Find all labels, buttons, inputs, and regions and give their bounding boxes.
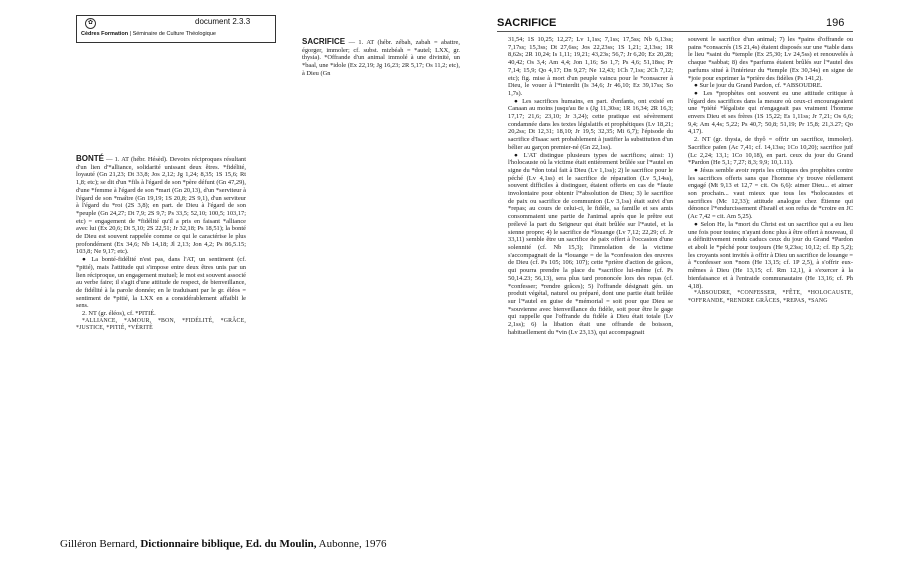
bonte-paragraph-3: 2. NT (gr. éléos), cf. *PITIÉ. [82, 310, 156, 318]
document-reference: document 2.3.3 [195, 17, 251, 26]
col-a-paragraph-3: ● L'AT distingue plusieurs types de sacrifices; ainsi: 1) l'holocauste où la victime était entièrement brûlée sur l'*autel en signe du *don total fait à Dieu (Lv 1,1ss); 2) le sacrifice pour le péché (Lv 4,1ss) et le sacrifice de réparation (Lv 5,14ss), souvent difficiles à distinguer, étaient offerts en cas de *faute involontaire pour obtenir l'*absolution de Dieu; 3) le sacrifice de paix ou sacrifice de communion (Lv 3,1ss) était suivi d'un *repas; au cours de celui-ci, le fidèle, sa famille et ses amis consommaient une partie de l'animal après que le prêtre eut prélevé la part du Seigneur qui était brûlée sur l'*autel, et la sienne propre; 4) le sacrifice de *louange (Lv 7,12; 22,29; cf. Jr 33,11) semble être un sacrifice de paix offert à l'occasion d'une solennité (cf. Nb 15,3); l'immolation de la victime s'accompagnait de la *louange = de la *confession des œuvres de Dieu (cf. Ps 105; 106; 107); cette *prière d'action de grâces, qui pourra prendre la place du *sacrifice lui-même (cf. Ps 50,14.23; 56,13), sera plus tard prononcée lors des repas (cf. *confesser; *rendre grâces); 5) l'offrande désignait gén. un produit végétal, naturel ou préparé, dont une partie était brûlée sur l'*autel en guise de *mémorial = soit pour que Dieu se *souvienne avec bienveillance du fidèle, soit pour être le gage qui rappelle que l'offrande du fidèle à Dieu était totale (Lv 2,1ss); 6) la libation était une offrande de boisson, habituellement du *vin (Lv 23,13), qui accompagnait [508, 151, 673, 336]
col-b-paragraph-1: souvent le sacrifice d'un animal; 7) les *pains d'offrande ou pains *consacrés (1S 21,4s) étaient disposés sur une *table dans le lieu *saint du *temple (Ex 25,30; Lv 24,5ss) et renouvelés à chaque *sabbat; 8) des *parfums étaient brûlés sur l'*autel des parfums situé à l'intérieur du *temple (Ex 30,34s) en signe de *joie pour exprimer la *prière des fidèles (Ps 141,2). [688, 36, 853, 82]
col-b-paragraph-6: ● Selon He, la *mort du Christ est un sacrifice qui a eu lieu une fois pour toutes; n'ayant donc plus à être offert à nouveau, il a définitivement rendu caducs ceux du jour du Grand *Pardon et aboli le *péché pour toujours (He 9,23ss; 10,12; cf. Ep 5,2); les croyants sont invités à offrir à Dieu un sacrifice de louange = à *confesser son *nom (He 13,15; cf. 1P 2,5), à s'offrir eux-mêmes à Dieu (He 13,15; cf. Rm 12,1), à s'exercer à la bienfaisance et à l'entraide communautaire (He 13,16; cf. Ph 4,18). [688, 220, 853, 290]
col-a-paragraph-2: ● Les sacrifices humains, en part. d'enfants, ont existé en Canaan au moins jusqu'au 8e s (Jg 11,30ss; 1R 16,34; 2R 16,3; 17,17; 21,6; 23,10; Jr 3,24); cette pratique est sévèrement condamnée dans les textes législatifs et prophétiques (Lv 18,21; 20,2ss; Dt 12,31; 18,10; Jr 19,5; 32,35; Mi 6,7); l'épisode du sacrifice d'Isaac sert probablement à justifier la substitution d'un bélier au garçon premier-né (Gn 22,1ss). [508, 97, 673, 151]
col-b-cross-references: *ABSOUDRE, *CONFESSER, *FÊTE, *HOLOCAUSTE, *OFFRANDE, *RENDRE GRÂCES, *REPAS, *SANG [688, 290, 853, 304]
col-b-paragraph-3: ● Les *prophètes ont souvent eu une attitude critique à l'égard des sacrifices dans la mesure où ceux-ci encourageaient une *piété *légaliste qui n'engageait pas vraiment l'homme envers Dieu et ses frères (1S 15,22; Es 1,11ss; Jr 7,21; Os 6,6; 9,4; Am 4,4s; 5,22; Ps 40,7; 50,8; 51,19; Pr 15,8; 21,3.27; Qo 4,17). [688, 89, 853, 136]
col-b-paragraph-2: ● Sur le jour du Grand Pardon, cf. *ABSOUDRE. [694, 82, 823, 90]
sacrifice-column-2 [688, 36, 853, 548]
citation-place-year: Aubonne, 1976 [318, 538, 387, 550]
col-b-paragraph-5: ● Jésus semble avoir repris les critiques des prophètes contre les sacrifices offerts sans que l'homme s'y trouve réellement engagé (Mt 9,13 et 12,7 = cit. Os 6,6): aimer Dieu... et aimer son prochain... vaut mieux que tous les *holocaustes et sacrifices (Mc 12,33); attitude analogue chez Étienne qui dénonce l'*endurcissement d'Israël et son refus de *croire en JC (Ac 7,42 = cit. Am 5,25). [688, 166, 853, 221]
header-rule [497, 31, 853, 32]
page-number: 196 [826, 17, 845, 29]
col-a-paragraph-1: 31,54; 1S 10,25; 12,27; Lv 1,1ss; 7,1ss; 17,5ss; Nb 6,13ss; 7,17ss; 15,3ss; Dt 27,6ss; Jos 22,23ss; 1S 1,21; 2,13ss; 1R 8,62s; 2R 10,24; Is 1,11; 19,21; 43,23s; 56,7; Jr 6,20; Ez 20,28; 40,42; Os 3,4; Am 4,4; Jon 1,16; So 1,7; Ps 4,6; 51,18ss; Pr 7,14; 15,9; Qo 4,17; Dn 9,27; Ne 12,43; 1Ch 7,1ss; 2Ch 7,12; etc); fig. mise à mort d'un peuple vaincu pour le *consacrer à Dieu, le vouer à l'*interdit (Is 34,6; Jr 46,10; Ez 39,17ss; So 1,7s). [508, 36, 673, 97]
citation-title: Dictionnaire biblique, Ed. du Moulin, [140, 538, 317, 550]
bonte-entry [76, 155, 246, 333]
institution-name: Cèdres Formation [81, 31, 129, 37]
sacrifice-entry-left [302, 38, 460, 78]
document-header [76, 15, 276, 43]
bonte-cross-references: *ALLIANCE, *AMOUR, *BON, *FIDÉLITÉ, *GRÂCE, *JUSTICE, *PITIÉ, *VÉRITÉ [76, 317, 246, 332]
sacrifice-heading-left: SACRIFICE [302, 37, 346, 46]
bonte-heading: BONTÉ [76, 154, 104, 163]
program-name: Séminaire de Culture Théologique [132, 31, 216, 37]
cedres-logo-icon: ✿ [85, 18, 96, 29]
institution-line: Cèdres Formation | Séminaire de Culture Théologique [81, 31, 216, 37]
bonte-paragraph-2: ● La bonté-fidélité n'est pas, dans l'AT, un sentiment (cf. *pitié), mais l'attitude qui s'impose entre deux êtres unis par un lien réciproque, un engagement mutuel; le mot est souvent associé au verbe faire; il s'agit d'une attitude de respect, de bienveillance, de fidélité à la parole donnée; en le traduisant par le gr. éléos = sentiment de *pitié, la LXX en a considérablement affaibli le sens. [76, 256, 246, 310]
page-title: SACRIFICE [497, 17, 557, 29]
sacrifice-intro-text: — 1. AT (hébr. zébah, zabah = abattre, égorger, immoler; cf. subst. mizbéah = *autel; LXX, gr. thysia). *Offrande d'un animal immolé à une divinité, un *baal, une *idole (Ex 22,19; Jg 16,23; 2R 5,17; Os 11,2; etc), à Dieu (Gn [302, 39, 460, 77]
source-citation [60, 538, 386, 550]
citation-author: Gilléron Bernard, [60, 538, 138, 550]
col-b-paragraph-4: 2. NT (gr. thysia, de thyô = offrir un sacrifice, immoler). Sacrifice païen (Ac 7,41; cf. 14,13ss; 1Co 10,20); sacrifice juif (Lc 2,24; 13,1; 1Co 10,18), en part. ceux du jour du Grand *Pardon (He 5,1; 7,27; 8,3; 9,9; 10,1.11). [688, 136, 853, 167]
bonte-paragraph-1: — 1. AT (hébr. Hésèd). Devoirs réciproques résultant d'un lien d'*alliance, solidarité unissant deux êtres. *fidélité, loyauté (Gn 21,23; Dt 33,8; Jos 2,12; Jg 1,24; 8,35; 1S 15,6; Rt 1,8; etc); se dit d'un *fils à l'égard de son *père défunt (Gn 47,29), d'une *femme à l'égard de son *mari (Gn 20,13), d'un *serviteur à l'égard de son *maître (Gn 19,19; 1S 20,8; 2S 9,1), d'un serviteur à l'égard du *roi (2S 3,8); en part. de Dieu à l'égard de son *peuple (Gn 24,27; Dt 7,9; 2S 9,7; Ps 33,5; 52,10; 100,5; 103,17; etc) = engagement de *fidélité qu'il a pris en faisant *alliance avec lui (Ex 20,6; Dt 5,10; 2S 22,51; Jr 32,18; Ps 18,51); la bonté de Dieu est souvent rappelée comme ce qui le caractérise le plus profondément (Ex 34,6; Nb 14,18; Jl 2,13; Jon 4,2; Ps 86,5.15; 103,8; Ne 9,17; etc). [76, 156, 246, 256]
sacrifice-column-1 [508, 36, 673, 548]
